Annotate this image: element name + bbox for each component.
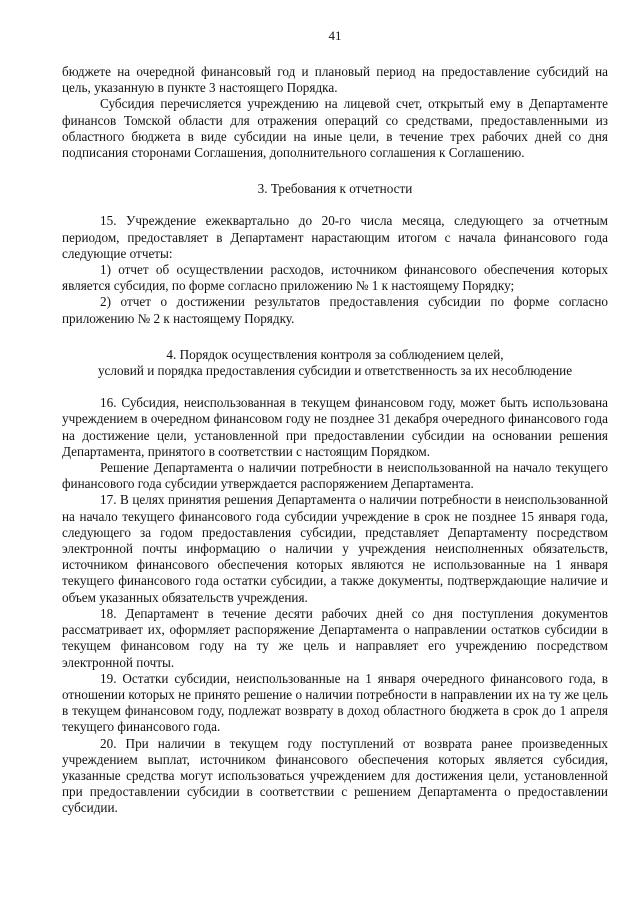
document-page: [62, 28, 608, 817]
paragraph-16: 16. Субсидия, неиспользованная в текущем финансовом году, может быть использована учреждением в очередном финансовом году не позднее 31 декабря очередного финансового года на достижение цели, установленной при предоставлении субсидии на основании решения Департамента, принятого в соответствии с настоящим Порядком.: [62, 395, 608, 459]
section-heading-3: 3. Требования к отчетности: [257, 181, 413, 197]
paragraph-20: 20. При наличии в текущем году поступлений от возврата ранее произведенных учреждением выплат, источником финансового обеспечения которых является субсидия, указанные средства могут использоваться учреждением для достижения цели, установленной при предоставлении субсидии в соответствии с решением Департамента о предоставлении субсидии.: [62, 735, 608, 816]
paragraph-19: 19. Остатки субсидии, неиспользованные на 1 января очередного финансового года, в отношении которых не принято решение о наличии потребности в направлении их на ту же цель в текущем финансовом году, подлежат возврату в доход областного бюджета в срок до 1 апреля текущего финансового года.: [62, 670, 608, 735]
paragraph-continuation: бюджете на очередной финансовый год и плановый период на предоставление субсидий на цель, указанную в пункте 3 настоящего Порядка.: [62, 64, 608, 96]
paragraph-18: 18. Департамент в течение десяти рабочих дней со дня поступления документов рассматривает их, оформляет распоряжение Департамента о направлении остатков субсидии в текущем финансовом году на ту же цель и направляет его учреждению посредством электронной почты.: [62, 605, 608, 670]
paragraph-15-item-2: 2) отчет о достижении результатов предоставления субсидии по форме согласно приложению № 2 к настоящему Порядку.: [62, 294, 608, 326]
page-number: 41: [328, 28, 342, 43]
paragraph-16-decision: Решение Департамента о наличии потребности в неиспользованной на начало текущего финансового года субсидии утверждается распоряжением Департамента.: [62, 460, 608, 492]
section-heading-4-line-2: условий и порядка предоставления субсидии и ответственность за их несоблюдение: [97, 363, 573, 379]
paragraph-15-item-1: 1) отчет об осуществлении расходов, источником финансового обеспечения которых является субсидия, по форме согласно приложению № 1 к настоящему Порядку;: [62, 262, 608, 294]
paragraph-17: 17. В целях принятия решения Департамента о наличии потребности в неиспользованной на начало текущего финансового года субсидии учреждение в срок не позднее 15 января года, следующего за годом предоставления субсидии, представляет Департаменту посредством электронной почты информацию о наличии у учреждения неисполненных обязательств, источником финансового обеспечения которых являются не использованные на 1 января текущего финансового года остатки субсидии, а также документы, подтверждающие наличие и объем указанных обязательств учреждения.: [62, 492, 608, 605]
paragraph-15: 15. Учреждение ежеквартально до 20-го числа месяца, следующего за отчетным периодом, предоставляет в Департамент нарастающим итогом с начала финансового года следующие отчеты:: [62, 213, 608, 261]
section-heading-4-line-1: 4. Порядок осуществления контроля за соблюдением целей,: [166, 346, 504, 362]
paragraph-subsidy-transfer: Субсидия перечисляется учреждению на лицевой счет, открытый ему в Департаменте финансов Томской области для отражения операций со средствами, предоставленными из областного бюджета в виде субсидии на иные цели, в течение трех рабочих дней со дня подписания сторонами Соглашения, дополнительного соглашения к Соглашению.: [62, 96, 608, 161]
